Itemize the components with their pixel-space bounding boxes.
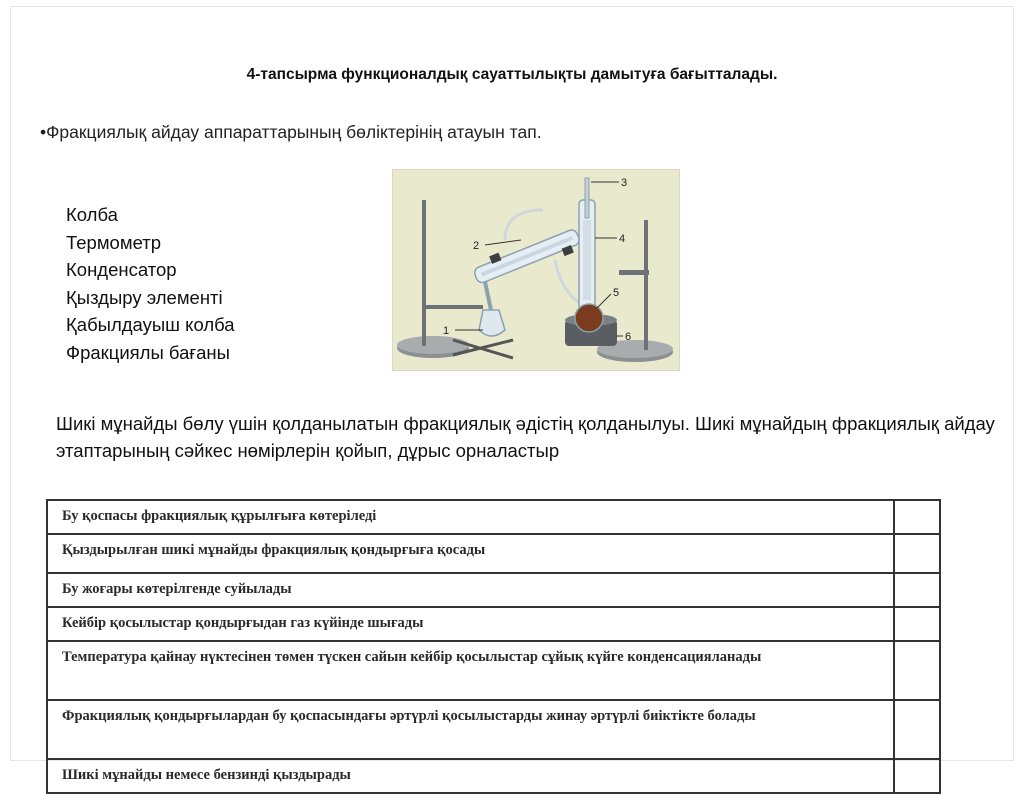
part-item: Қабылдауыш колба — [66, 314, 235, 335]
part-item: Қыздыру элементі — [66, 286, 223, 308]
part-item: Фракциялы бағаны — [66, 341, 230, 363]
stage-text: Кейбір қосылыстар қондырғыдан газ күйінде шығады — [47, 607, 894, 641]
stand-rod-left — [422, 200, 426, 346]
stage-text: Шикі мұнайды немесе бензинді қыздырады — [47, 759, 894, 793]
distillation-flask — [575, 304, 603, 332]
figure-label: 4 — [619, 233, 626, 245]
answer-cell[interactable] — [894, 700, 940, 759]
part-item: Колба — [66, 204, 118, 225]
answer-cell[interactable] — [894, 573, 940, 607]
stage-text: Бу қоспасы фракциялық құрылғыға көтеріледі — [47, 500, 894, 534]
table-row — [47, 573, 940, 607]
figure-label: 2 — [473, 240, 480, 252]
receiving-flask — [479, 310, 505, 336]
part-item: Конденсатор — [66, 259, 177, 280]
answer-cell[interactable] — [894, 534, 940, 573]
answer-cell[interactable] — [894, 641, 940, 700]
parts-list — [66, 201, 235, 366]
answer-cell[interactable] — [894, 607, 940, 641]
task-text: •Фракциялық айдау аппараттарының бөліктерінің атауын тап. — [40, 122, 542, 142]
stages-table — [46, 499, 941, 794]
table-row — [47, 700, 940, 759]
stage-text: Бу жоғары көтерілгенде суйылады — [47, 573, 894, 607]
figure-label: 6 — [625, 331, 632, 343]
table-row — [47, 500, 940, 534]
table-row — [47, 607, 940, 641]
stand-rod-right — [644, 220, 648, 350]
instruction-text: Шикі мұнайды бөлу үшін қолданылатын фракциялық әдістің қолданылуы. Шикі мұнайдың фракциялық айдау этаптарының сәйкес нөмірлерін қойып, дұрыс орналастыр — [56, 413, 995, 461]
table-row — [47, 759, 940, 793]
stage-text: Температура қайнау нүктесінен төмен түскен сайын кейбір қосылыстар сұйық күйге конденсацияланады — [47, 641, 894, 700]
figure-label: 5 — [613, 287, 620, 299]
distillation-apparatus-figure — [392, 169, 680, 371]
condenser — [471, 223, 583, 290]
stage-text: Қыздырылған шикі мұнайды фракциялық қондырғыға қосады — [47, 534, 894, 573]
part-item: Термометр — [66, 231, 162, 253]
answer-cell[interactable] — [894, 759, 940, 793]
table-row — [47, 534, 940, 573]
slide-title: 4-тапсырма функционалдық сауаттылықты дамытуға бағытталады. — [246, 66, 778, 83]
figure-label: 1 — [443, 325, 450, 337]
apparatus-drawing — [393, 170, 680, 371]
table-row — [47, 641, 940, 700]
thermometer — [585, 178, 589, 218]
answer-cell[interactable] — [894, 500, 940, 534]
stage-text: Фракциялық қондырғылардан бу қоспасындағы әртүрлі қосылыстарды жинау әртүрлі биіктікте болады — [47, 700, 894, 759]
figure-label: 3 — [621, 177, 628, 189]
